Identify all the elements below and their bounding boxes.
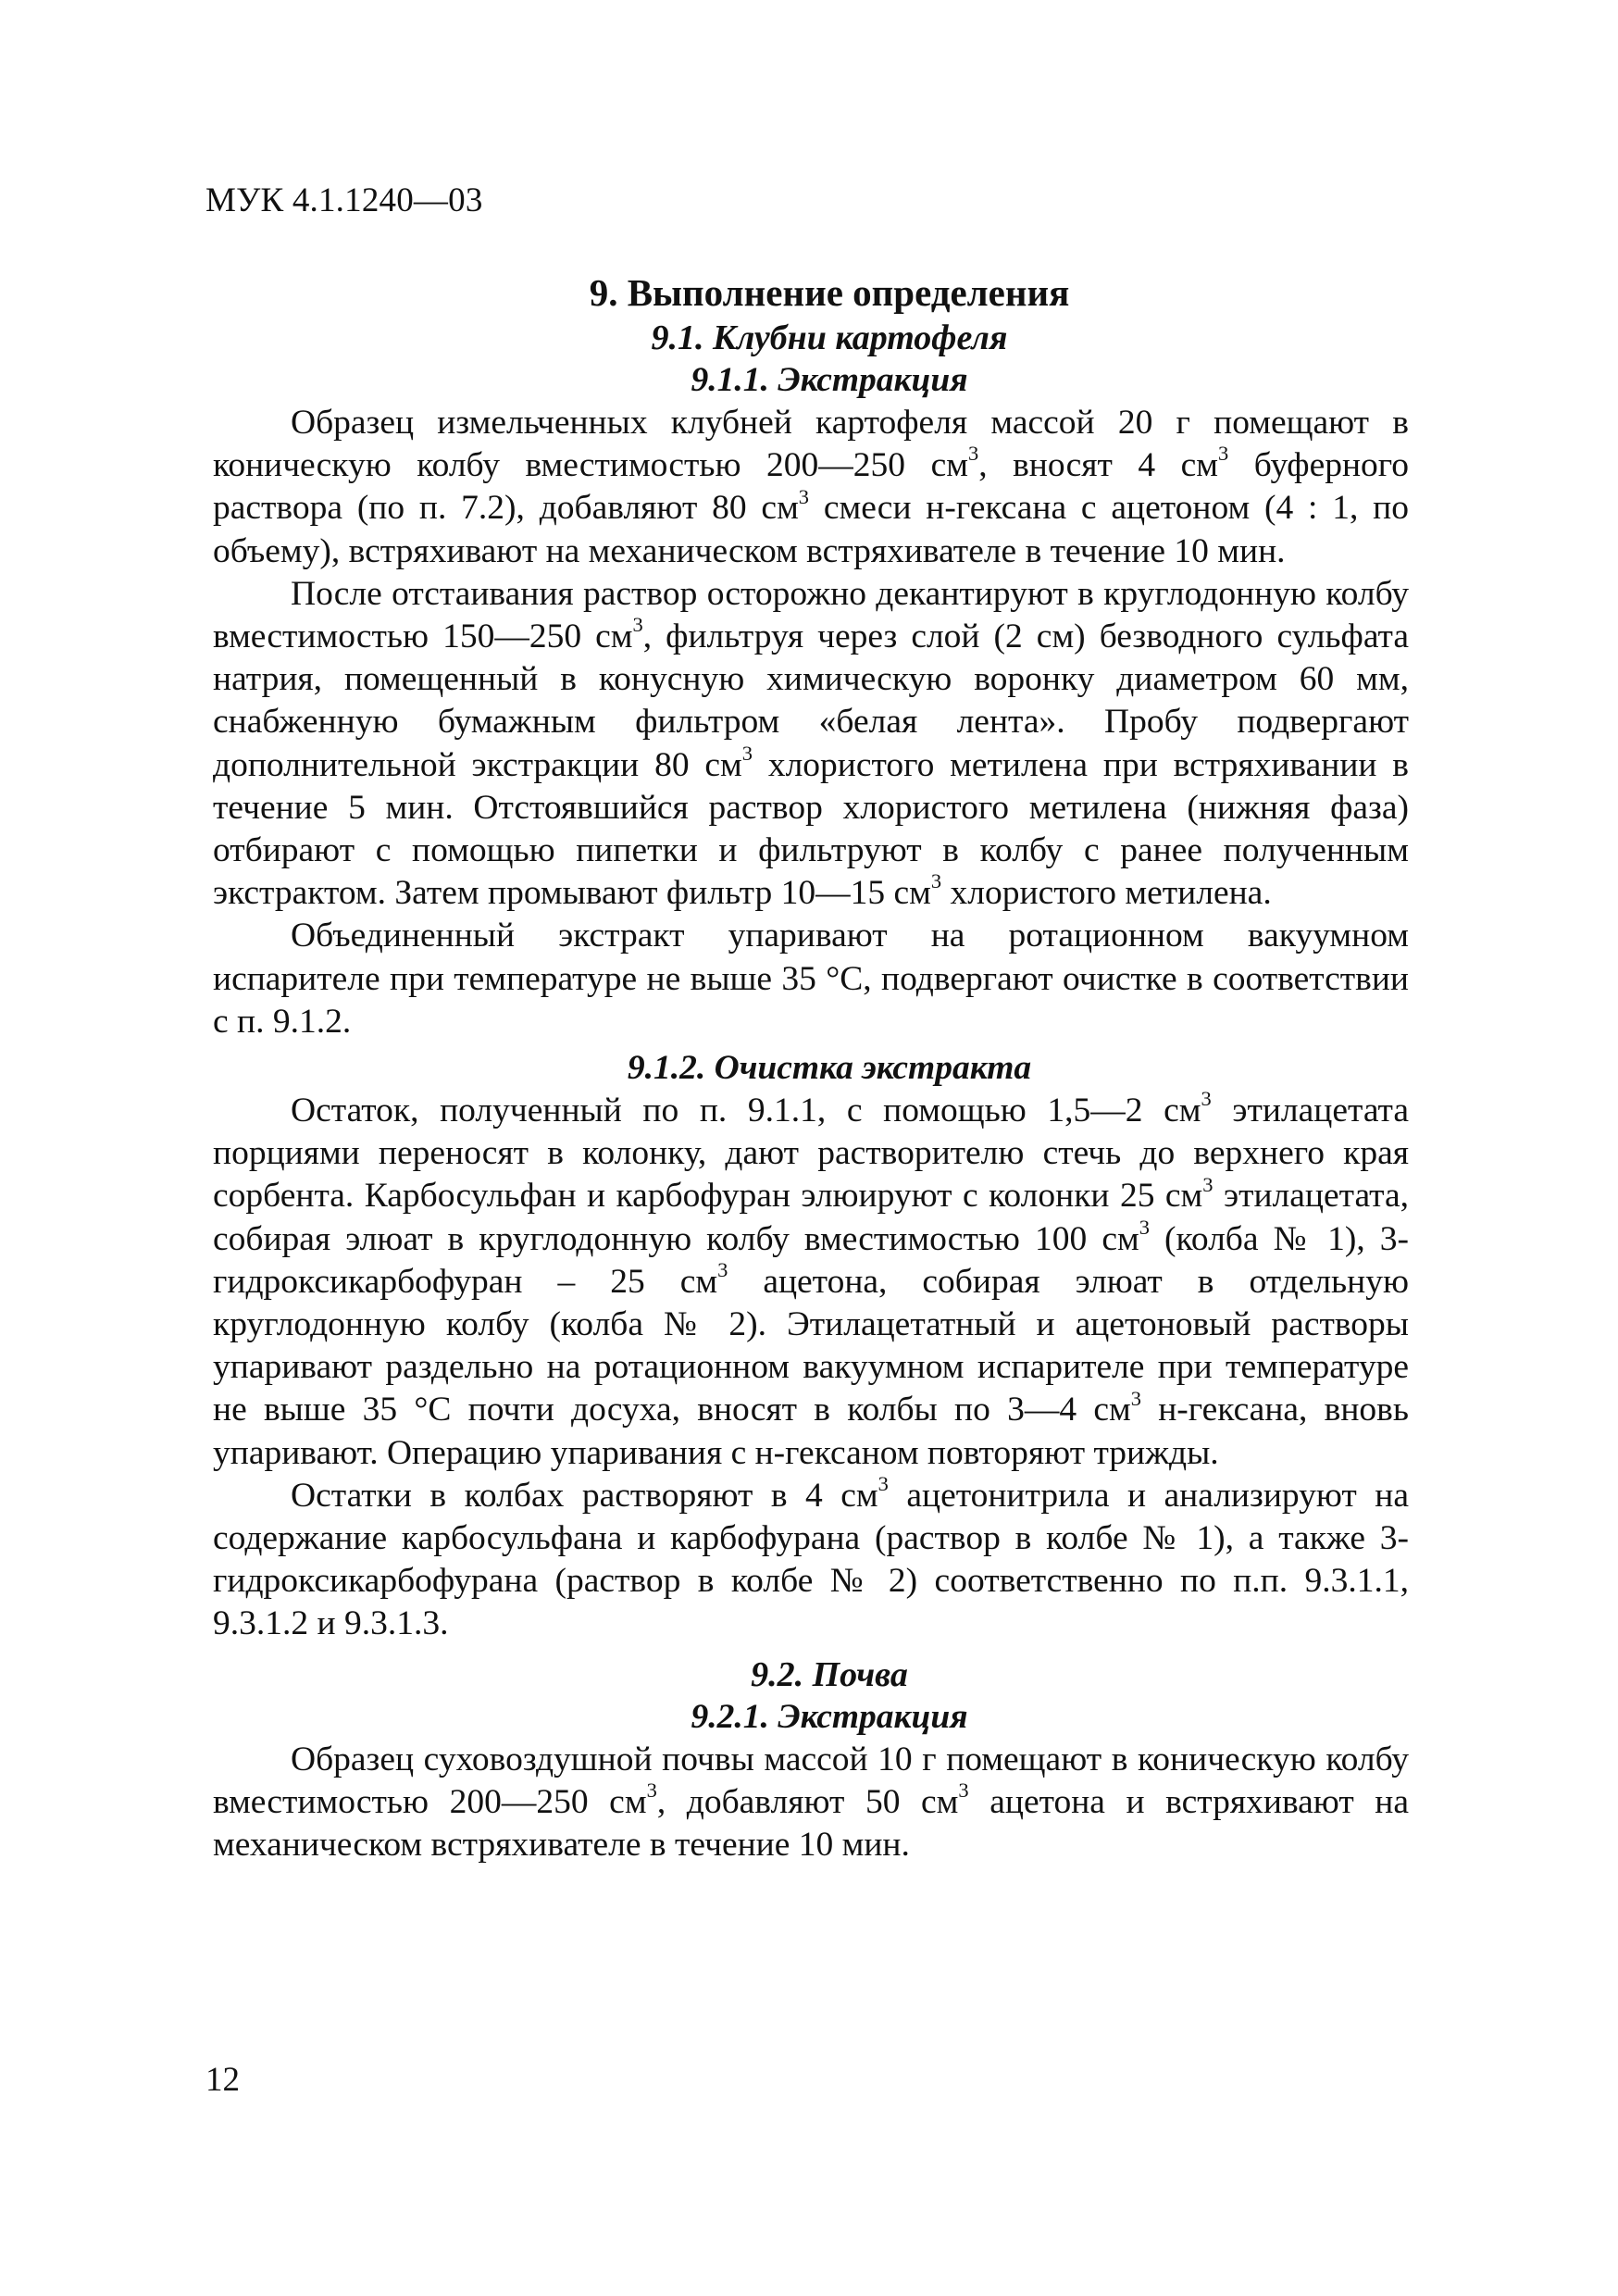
text-run: буферного раствора (по п. 7.2), добавляют 80 см [213, 446, 1409, 528]
paragraph-potato-cleanup-2 [213, 1472, 1409, 1646]
text-run: н-гексана, вновь упаривают. Операцию упаривания с н-гексаном повторяют трижды. [213, 1391, 1409, 1472]
subsection-title-soil: 9.2. Почва [751, 1654, 908, 1694]
text-run: После отстаивания раствор осторожно декантируют в круглодонную колбу вместимостью 150—250 см [213, 574, 1409, 656]
superscript: 3 [930, 869, 942, 893]
superscript: 3 [1130, 1386, 1141, 1410]
text-run: , вносят 4 см [978, 446, 1219, 485]
paragraph-soil-extraction-1 [213, 1739, 1409, 1867]
text-run: , фильтруя через слой (2 см) безводного сульфата натрия, помещенный в конусную химическую воронку диаметром 60 мм, снабженную бумажным фильтром «белая лента». Пробу подвергают дополнительной экстракции 80 см [213, 618, 1409, 784]
superscript: 3 [958, 1778, 969, 1803]
text-run: этилацетата порциями переносят в колонку, дают растворителю стечь до верхнего края сорбента. Карбосульфан и карбофуран элюируют с колонки 25 см [213, 1092, 1409, 1216]
superscript: 3 [877, 1472, 889, 1495]
text-run: , добавляют 50 см [656, 1782, 959, 1821]
paragraph-potato-extraction-2 [213, 573, 1409, 916]
text-run: Образец измельченных клубней картофеля массой 20 г помещают в коническую колбу вместимостью 200—250 см [213, 404, 1409, 485]
subsubsection-title-extraction: 9.1.1. Экстракция [691, 361, 968, 399]
text-run: этилацетата, собирая элюат в круглодонную колбу вместимостью 100 см [213, 1177, 1409, 1258]
superscript: 3 [798, 484, 810, 508]
paragraph-potato-extraction-3: Объединенный экстракт упаривают на ротационном вакуумном испарителе при температуре не выше 35 °С, подвергают очистке в соответствии с п. 9.1.2. [213, 917, 1409, 1041]
superscript: 3 [1218, 442, 1229, 466]
superscript: 3 [646, 1778, 657, 1803]
text-run: хлористого метилена при встряхивании в течение 5 мин. Отстоявшийся раствор хлористого метилена (нижняя фаза) отбирают с помощью пипетки и фильтруют в колбу с ранее полученным экстрактом. Затем промывают фильтр 10—15 см [213, 745, 1409, 913]
paragraph-potato-extraction-1 [213, 402, 1409, 573]
text-run: смеси н-гексана с ацетоном (4 : 1, по объему), встряхивают на механическом встряхивателе в течение 10 мин. [213, 489, 1409, 570]
superscript: 3 [1139, 1215, 1150, 1239]
text-run: Остаток, полученный по п. 9.1.1, с помощью 1,5—2 см [291, 1092, 1201, 1130]
subsubsection-title-cleanup: 9.1.2. Очистка экстракта [627, 1049, 1032, 1088]
superscript: 3 [741, 741, 753, 765]
superscript: 3 [1201, 1087, 1212, 1111]
page-content [213, 268, 1409, 1866]
running-head: МУК 4.1.1240—03 [205, 181, 483, 219]
text-run: Образец суховоздушной почвы массой 10 г помещают в коническую колбу вместимостью 200—250 см [213, 1740, 1409, 1821]
text-run: хлористого метилена. [941, 874, 1272, 913]
text-run: ацетона и встряхивают на механическом встряхивателе в течение 10 мин. [213, 1782, 1410, 1865]
superscript: 3 [1202, 1172, 1214, 1196]
text-run: ацетона, собирая элюат в отдельную круглодонную колбу (колба № 2). Этилацетатный и ацетоновый растворы упаривают раздельно на ротационном вакуумном испарителе при температуре не выше 35 °С почти досуха, вносят в колбы по 3—4 см [213, 1262, 1409, 1429]
text-run: ацетонитрила и анализируют на содержание карбосульфана и карбофурана (раствор в колбе № 1), а также 3-гидроксикарбофурана (раствор в колбе № 2) соответственно по п.п. 9.3.1.1, 9.3.1.2 и 9.3.1.3. [213, 1476, 1409, 1643]
superscript: 3 [717, 1257, 728, 1281]
section-title: 9. Выполнение определения [589, 271, 1070, 314]
subsubsection-title-soil-extraction: 9.2.1. Экстракция [691, 1697, 968, 1736]
superscript: 3 [967, 442, 979, 466]
paragraph-potato-cleanup-1 [213, 1087, 1410, 1475]
page-number: 12 [205, 2061, 240, 2099]
text-run: (колба № 1), 3-гидроксикарбофуран – 25 см [213, 1219, 1410, 1301]
superscript: 3 [632, 613, 643, 637]
subsection-title-potato: 9.1. Клубни картофеля [651, 318, 1008, 357]
text-run: Остатки в колбах растворяют в 4 см [291, 1476, 878, 1515]
